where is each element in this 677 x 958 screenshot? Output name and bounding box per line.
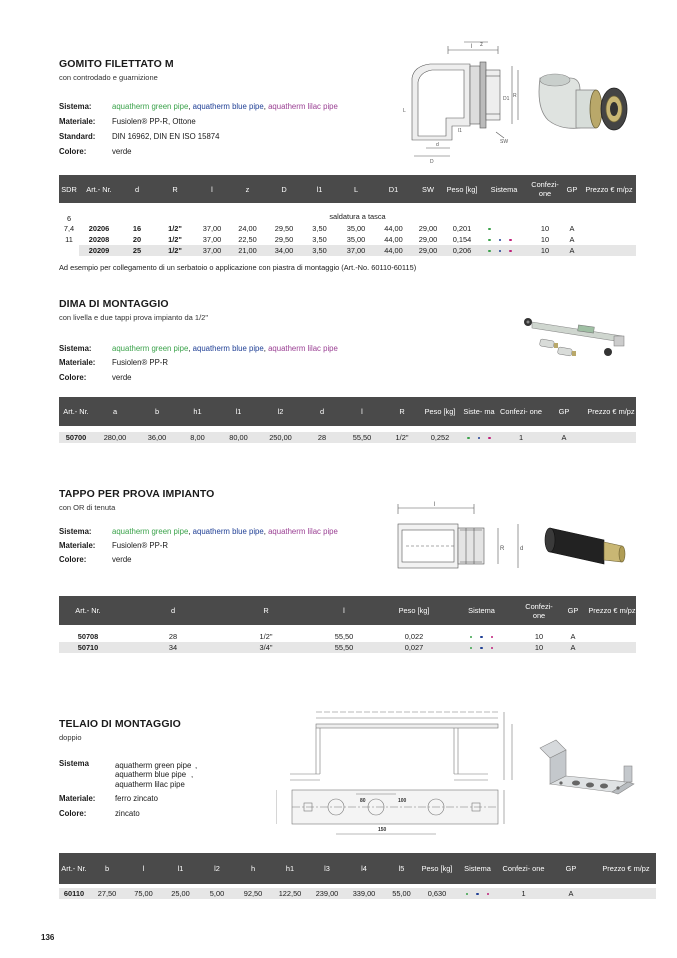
- label-colore: Colore:: [59, 555, 87, 564]
- sdr-6: 6: [66, 214, 72, 223]
- table-row: [59, 642, 636, 653]
- col-l1: l1: [302, 175, 337, 203]
- group-label: saldatura a tasca: [329, 212, 386, 221]
- cell-l5: 55,00: [383, 888, 420, 899]
- cell-z: 21,00: [229, 245, 266, 256]
- materiale-value: Fusiolen® PP-R: [112, 358, 169, 367]
- cell-art: 20209: [79, 245, 119, 256]
- page-number: 136: [41, 933, 55, 942]
- col-l2: l2: [199, 853, 235, 884]
- cell-D: 29,50: [274, 235, 294, 244]
- cell-R: 3/4": [229, 642, 303, 653]
- lilac-dot: [491, 647, 494, 650]
- cell-h1: 8,00: [177, 432, 218, 443]
- col-prezzo: Prezzo € m/pz: [588, 596, 636, 625]
- col-R: R: [229, 596, 303, 625]
- system-sep-2: ,: [191, 770, 194, 779]
- cell-D1: 44,00: [384, 224, 403, 233]
- col-l2: l2: [259, 397, 302, 426]
- cell-h1: 122,50: [271, 888, 309, 899]
- col-l5: l5: [383, 853, 420, 884]
- materiale-value: Fusiolen® PP-R: [112, 541, 169, 550]
- col-R: R: [382, 397, 422, 426]
- cell-peso: 0,154: [452, 235, 472, 244]
- cell-l: 55,50: [303, 642, 385, 653]
- col-b: b: [137, 397, 177, 426]
- cell-h: 92,50: [235, 888, 271, 899]
- cell-R: 1/2": [259, 632, 273, 641]
- section3-title: TAPPO PER PROVA IMPIANTO: [59, 488, 215, 500]
- label-materiale: Materiale:: [59, 794, 96, 803]
- cell-confezione: 10: [540, 235, 550, 244]
- col-gp: GP: [558, 596, 588, 625]
- cell-d: 20: [132, 235, 142, 244]
- col-peso: Peso [kg]: [385, 596, 443, 625]
- dim-R: R: [500, 546, 505, 552]
- section4-title: TELAIO DI MONTAGGIO: [59, 718, 181, 730]
- green-dot: [488, 239, 491, 242]
- cell-R: 1/2": [168, 224, 182, 233]
- table-row: [59, 223, 636, 234]
- label-colore: Colore:: [59, 373, 87, 382]
- col-confezione: Confezi- one: [528, 175, 562, 203]
- blue-dot: [480, 647, 483, 650]
- col-confezione: Confezi- one: [500, 397, 542, 426]
- col-h1: h1: [271, 853, 309, 884]
- label-materiale: Materiale:: [59, 117, 96, 126]
- col-d: d: [119, 175, 155, 203]
- col-art: Art.- Nr.: [59, 397, 93, 426]
- cell-D: 34,00: [266, 245, 302, 256]
- system-green: aquatherm green pipe: [115, 761, 192, 770]
- cell-confezione: 10: [528, 245, 562, 256]
- col-art: Art.- Nr.: [59, 596, 117, 625]
- cell-SW: 29,00: [418, 224, 438, 233]
- cell-d: 16: [132, 224, 142, 233]
- section4-subtitle: doppio: [59, 733, 82, 742]
- section3-properties: [59, 527, 399, 567]
- colore-value: verde: [112, 373, 132, 382]
- section2-title: DIMA DI MONTAGGIO: [59, 298, 169, 310]
- section2-subtitle: con livella e due tappi prova impianto da 1/2": [59, 313, 209, 322]
- cell-sistema: [480, 245, 528, 256]
- system-list: aquatherm green pipe, aquatherm blue pipe, aquatherm lilac pipe: [112, 344, 338, 353]
- elbow-technical-drawing: [400, 40, 530, 165]
- cell-gp: A: [562, 245, 582, 256]
- lilac-dot: [488, 437, 491, 440]
- cell-sistema: [454, 888, 501, 899]
- cell-confezione: 1: [501, 888, 546, 899]
- col-gp: GP: [542, 397, 586, 426]
- col-prezzo: Prezzo € m/pz: [596, 853, 656, 884]
- col-l: l: [303, 596, 385, 625]
- blue-dot: [499, 250, 502, 253]
- cell-l: 37,00: [195, 245, 229, 256]
- dim-SW: SW: [500, 139, 509, 145]
- cell-L: 35,00: [346, 235, 366, 244]
- section2-properties: [59, 344, 399, 384]
- lilac-dot: [491, 636, 494, 639]
- col-sdr: SDR: [59, 175, 79, 203]
- section1-properties: [59, 102, 399, 162]
- cell-prezzo: [582, 223, 636, 234]
- cell-art: 20208: [88, 235, 110, 244]
- label-standard: Standard:: [59, 132, 96, 141]
- cell-art: 50708: [77, 632, 99, 641]
- cell-l1: 3,50: [302, 245, 337, 256]
- cell-gp: A: [542, 432, 586, 443]
- cell-b: 36,00: [137, 432, 177, 443]
- cell-d: 25: [119, 245, 155, 256]
- table-row: [59, 234, 636, 245]
- cell-z: 22,50: [238, 235, 257, 244]
- cell-confezione: 10: [520, 642, 558, 653]
- cell-D1: 44,00: [375, 245, 412, 256]
- col-z: z: [229, 175, 266, 203]
- cell-l2: 250,00: [259, 432, 302, 443]
- col-l: l: [125, 853, 162, 884]
- cell-l: 55,50: [342, 432, 382, 443]
- cell-prezzo: [586, 432, 636, 443]
- cell-l3: 239,00: [309, 888, 345, 899]
- cell-L: 37,00: [337, 245, 375, 256]
- cell-d: 34: [117, 642, 229, 653]
- cell-gp: A: [569, 224, 575, 233]
- dim-L: L: [403, 108, 406, 114]
- label-sistema: Sistema: [59, 759, 89, 768]
- elbow-product-photo: [530, 68, 640, 148]
- col-gp: GP: [546, 853, 596, 884]
- col-peso: Peso [kg]: [422, 397, 458, 426]
- blue-dot: [480, 636, 483, 639]
- cell-art: 50710: [59, 642, 117, 653]
- section1-note: Ad esempio per collegamento di un serbatoio o applicazione con piastra di montaggio (Art.-No. 60110-60115): [59, 263, 417, 272]
- green-dot: [467, 437, 470, 440]
- cell-prezzo: [596, 888, 656, 899]
- mounting-frame-photo: [536, 736, 638, 804]
- col-gp: GP: [562, 175, 582, 203]
- cell-l1: 3,50: [312, 235, 327, 244]
- cell-b: 27,50: [89, 888, 125, 899]
- col-l1: l1: [162, 853, 199, 884]
- materiale-value: Fusiolen® PP-R, Ottone: [112, 117, 196, 126]
- cell-gp: A: [558, 642, 588, 653]
- cell-d: 28: [302, 432, 342, 443]
- system-lilac: aquatherm lilac pipe: [115, 780, 185, 789]
- cell-sistema: [480, 223, 528, 234]
- section4-properties: [59, 759, 299, 821]
- blue-dot: [476, 893, 479, 896]
- cell-peso: 0,027: [385, 642, 443, 653]
- label-colore: Colore:: [59, 809, 87, 818]
- cell-D1: 44,00: [384, 235, 403, 244]
- cell-R: 1/2": [155, 245, 195, 256]
- cell-SW: 29,00: [412, 245, 444, 256]
- cell-D: 29,50: [274, 224, 294, 233]
- system-list: aquatherm green pipe, aquatherm blue pipe, aquatherm lilac pipe: [112, 527, 338, 536]
- blue-dot: [478, 437, 481, 440]
- mounting-frame-technical-drawing: [276, 704, 524, 846]
- system-sep-1: ,: [195, 761, 198, 770]
- cell-peso: 0,201: [452, 224, 472, 233]
- col-prezzo: Prezzo € m/pz: [582, 175, 636, 203]
- cell-prezzo: [582, 245, 636, 256]
- dim-R: R: [513, 93, 517, 99]
- test-plug-photo: [544, 512, 636, 572]
- green-dot: [470, 636, 473, 639]
- section2-table: [59, 397, 636, 443]
- section1-title: GOMITO FILETTATO M: [59, 58, 174, 70]
- col-d: d: [117, 596, 229, 625]
- col-h1: h1: [177, 397, 218, 426]
- col-a: a: [93, 397, 137, 426]
- cell-l1: 80,00: [218, 432, 259, 443]
- cell-prezzo: [582, 234, 636, 245]
- table-row: [59, 631, 636, 642]
- cell-L: 35,00: [346, 224, 366, 233]
- standard-value: DIN 16962, DIN EN ISO 15874: [112, 132, 220, 141]
- cell-l4: 339,00: [345, 888, 383, 899]
- col-D: D: [266, 175, 302, 203]
- section3-table: [59, 596, 636, 653]
- label-materiale: Materiale:: [59, 358, 96, 367]
- dim-l1: l1: [458, 128, 462, 134]
- cell-sistema: [480, 234, 528, 245]
- blue-dot: [499, 239, 502, 242]
- mounting-template-photo: [518, 306, 636, 368]
- cell-peso: 0,206: [444, 245, 480, 256]
- cell-confezione: 10: [540, 224, 550, 233]
- col-prezzo: Prezzo € m/pz: [586, 397, 636, 426]
- sdr-empty: [59, 245, 79, 256]
- col-sistema: Sistema: [480, 175, 528, 203]
- table-row: [59, 888, 656, 899]
- cell-art: 60110: [59, 888, 89, 899]
- green-dot: [466, 893, 469, 896]
- dim-d: d: [436, 142, 439, 148]
- cell-l1: 3,50: [312, 224, 327, 233]
- label-sistema: Sistema:: [59, 527, 92, 536]
- sdr-7-4: 7,4: [63, 224, 75, 233]
- cell-sistema: [443, 642, 520, 653]
- label-sistema: Sistema:: [59, 344, 92, 353]
- cell-gp: A: [570, 632, 576, 641]
- col-l: l: [342, 397, 382, 426]
- col-sistema: Sistema: [443, 596, 520, 625]
- col-art: Art.- Nr.: [79, 175, 119, 203]
- dim-l: l: [434, 502, 436, 508]
- dim-150: 150: [378, 827, 387, 833]
- label-materiale: Materiale:: [59, 541, 96, 550]
- dim-D1: D1: [503, 96, 510, 102]
- col-art: Art.- Nr.: [59, 853, 89, 884]
- cell-l: 75,00: [125, 888, 162, 899]
- test-plug-technical-drawing: [394, 500, 530, 576]
- cell-gp: A: [569, 235, 575, 244]
- cell-art: 50700: [59, 432, 93, 443]
- dim-100: 100: [398, 798, 407, 804]
- cell-sistema: [458, 432, 500, 443]
- cell-SW: 29,00: [418, 235, 438, 244]
- colore-value: verde: [112, 147, 132, 156]
- lilac-dot: [487, 893, 490, 896]
- col-d: d: [302, 397, 342, 426]
- lilac-dot: [509, 250, 512, 253]
- col-confezione: Confezi- one: [501, 853, 546, 884]
- cell-peso: 0,630: [420, 888, 454, 899]
- col-l3: l3: [309, 853, 345, 884]
- cell-l2: 5,00: [199, 888, 235, 899]
- dim-D: D: [430, 159, 434, 165]
- colore-value: zincato: [115, 809, 140, 818]
- col-l4: l4: [345, 853, 383, 884]
- section1-table: [59, 175, 636, 256]
- dim-80: 80: [360, 798, 366, 804]
- materiale-value: ferro zincato: [115, 794, 158, 803]
- label-colore: Colore:: [59, 147, 87, 156]
- dim-z: z: [480, 42, 483, 48]
- cell-l1: 25,00: [162, 888, 199, 899]
- colore-value: verde: [112, 555, 132, 564]
- cell-z: 24,00: [238, 224, 257, 233]
- sdr-11: 11: [65, 235, 73, 244]
- col-sistema: Siste- ma: [458, 397, 500, 426]
- cell-peso: 0,022: [404, 632, 424, 641]
- dim-l: l: [471, 44, 473, 50]
- col-peso: Peso [kg]: [444, 175, 480, 203]
- system-blue: aquatherm blue pipe: [115, 770, 187, 779]
- cell-l: 37,00: [202, 235, 222, 244]
- cell-R: 1/2": [168, 235, 182, 244]
- system-list: aquatherm green pipe, aquatherm blue pipe, aquatherm lilac pipe: [112, 102, 338, 111]
- green-dot: [488, 228, 491, 231]
- dim-d: d: [520, 546, 524, 552]
- green-dot: [470, 647, 473, 650]
- cell-sistema: [443, 631, 520, 642]
- col-L: L: [337, 175, 375, 203]
- col-confezione: Confezi- one: [520, 596, 558, 625]
- col-peso: Peso [kg]: [420, 853, 454, 884]
- col-l: l: [195, 175, 229, 203]
- cell-d: 28: [168, 632, 178, 641]
- label-sistema: Sistema:: [59, 102, 92, 111]
- cell-prezzo: [588, 642, 636, 653]
- col-SW: SW: [412, 175, 444, 203]
- cell-peso: 0,252: [422, 432, 458, 443]
- cell-confezione: 1: [500, 432, 542, 443]
- col-sistema: Sistema: [454, 853, 501, 884]
- cell-l: 55,50: [334, 632, 354, 641]
- cell-l: 37,00: [202, 224, 222, 233]
- table-row: [59, 245, 636, 256]
- cell-art: 20206: [88, 224, 110, 233]
- col-h: h: [235, 853, 271, 884]
- cell-a: 280,00: [93, 432, 137, 443]
- cell-prezzo: [588, 631, 636, 642]
- table-row: [59, 432, 636, 443]
- cell-gp: A: [546, 888, 596, 899]
- cell-confezione: 10: [534, 632, 544, 641]
- green-dot: [488, 250, 491, 253]
- lilac-dot: [509, 239, 512, 242]
- section1-subtitle: con controdado e guarnizione: [59, 73, 158, 82]
- section4-table: [59, 853, 656, 899]
- col-b: b: [89, 853, 125, 884]
- col-D1: D1: [375, 175, 412, 203]
- cell-R: 1/2": [382, 432, 422, 443]
- col-R: R: [155, 175, 195, 203]
- section3-subtitle: con OR di tenuta: [59, 503, 116, 512]
- col-l1: l1: [218, 397, 259, 426]
